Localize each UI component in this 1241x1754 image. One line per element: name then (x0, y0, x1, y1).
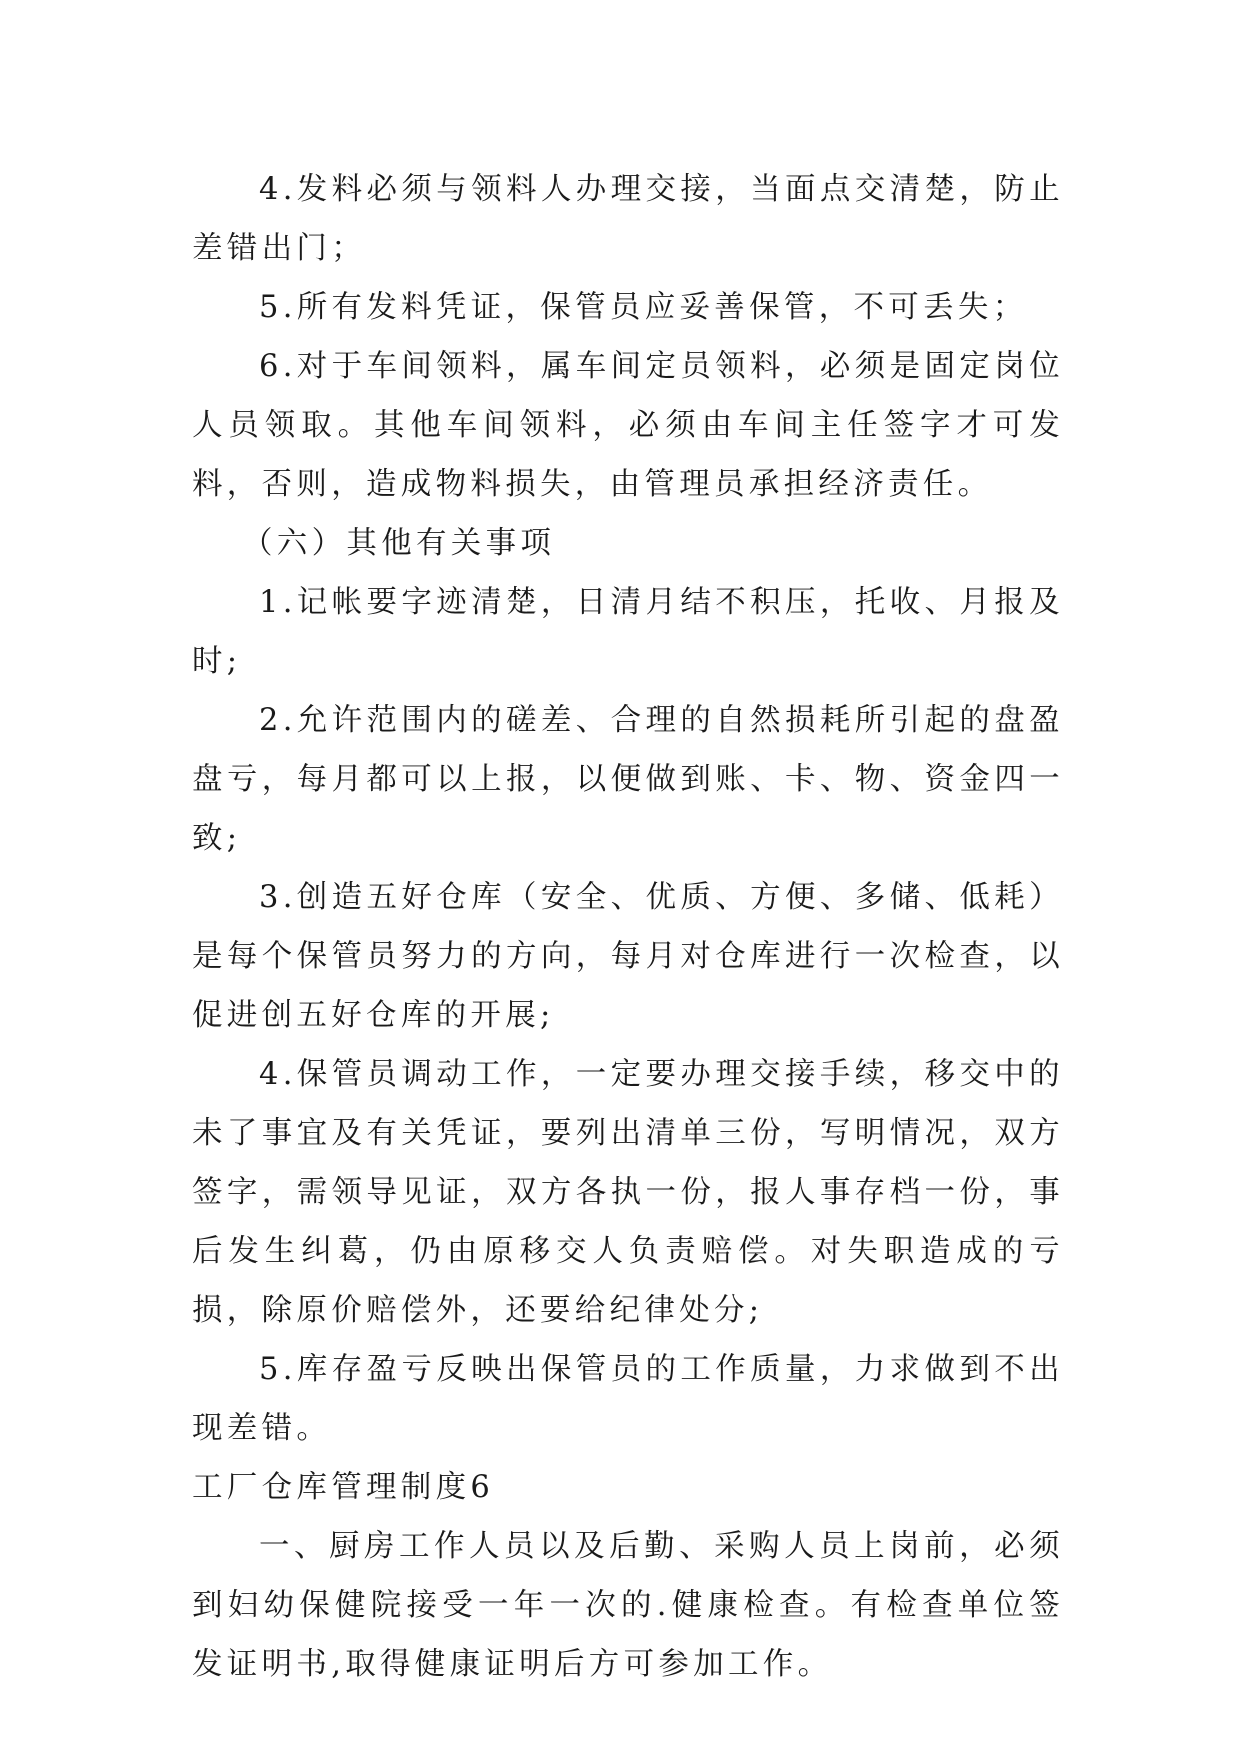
paragraph-issue-handover: 4.发料必须与领料人办理交接，当面点交清楚，防止差错出门； (192, 172, 1064, 266)
document-body (192, 160, 1064, 1694)
paragraph-health-check: 一、厨房工作人员以及后勤、采购人员上岗前，必须到妇幼保健院接受一年一次的.健康检查。有检查单位签发证明书,取得健康证明后方可参加工作。 (192, 1529, 1064, 1682)
section-heading-other-matters: （六）其他有关事项 (242, 526, 556, 561)
paragraph-workshop-requisition: 6.对于车间领料，属车间定员领料，必须是固定岗位人员领取。其他车间领料，必须由车间主任签字才可发料，否则，造成物料损失，由管理员承担经济责任。 (192, 349, 1064, 502)
paragraph-keeper-transfer: 4.保管员调动工作，一定要办理交接手续，移交中的未了事宜及有关凭证，要列出清单三份，写明情况，双方签字，需领导见证，双方各执一份，报人事存档一份，事后发生纠葛，仍由原移交人负责赔偿。对失职造成的亏损，除原价赔偿外，还要给纪律处分; (192, 1057, 1064, 1328)
paragraph-issue-vouchers: 5.所有发料凭证，保管员应妥善保管，不可丢失； (259, 290, 1028, 325)
paragraph-five-good-warehouse: 3.创造五好仓库（安全、优质、方便、多储、低耗）是每个保管员努力的方向，每月对仓库进行一次检查，以促进创五好仓库的开展; (192, 880, 1064, 1033)
section-title-factory-warehouse-6: 工厂仓库管理制度6 (192, 1470, 495, 1505)
paragraph-bookkeeping: 1.记帐要字迹清楚，日清月结不积压，托收、月报及时; (192, 585, 1064, 679)
paragraph-stock-variance: 5.库存盈亏反映出保管员的工作质量，力求做到不出现差错。 (192, 1352, 1064, 1446)
paragraph-inventory-loss: 2.允许范围内的磋差、合理的自然损耗所引起的盘盈盘亏，每月都可以上报，以便做到账、卡、物、资金四一致; (192, 703, 1064, 856)
